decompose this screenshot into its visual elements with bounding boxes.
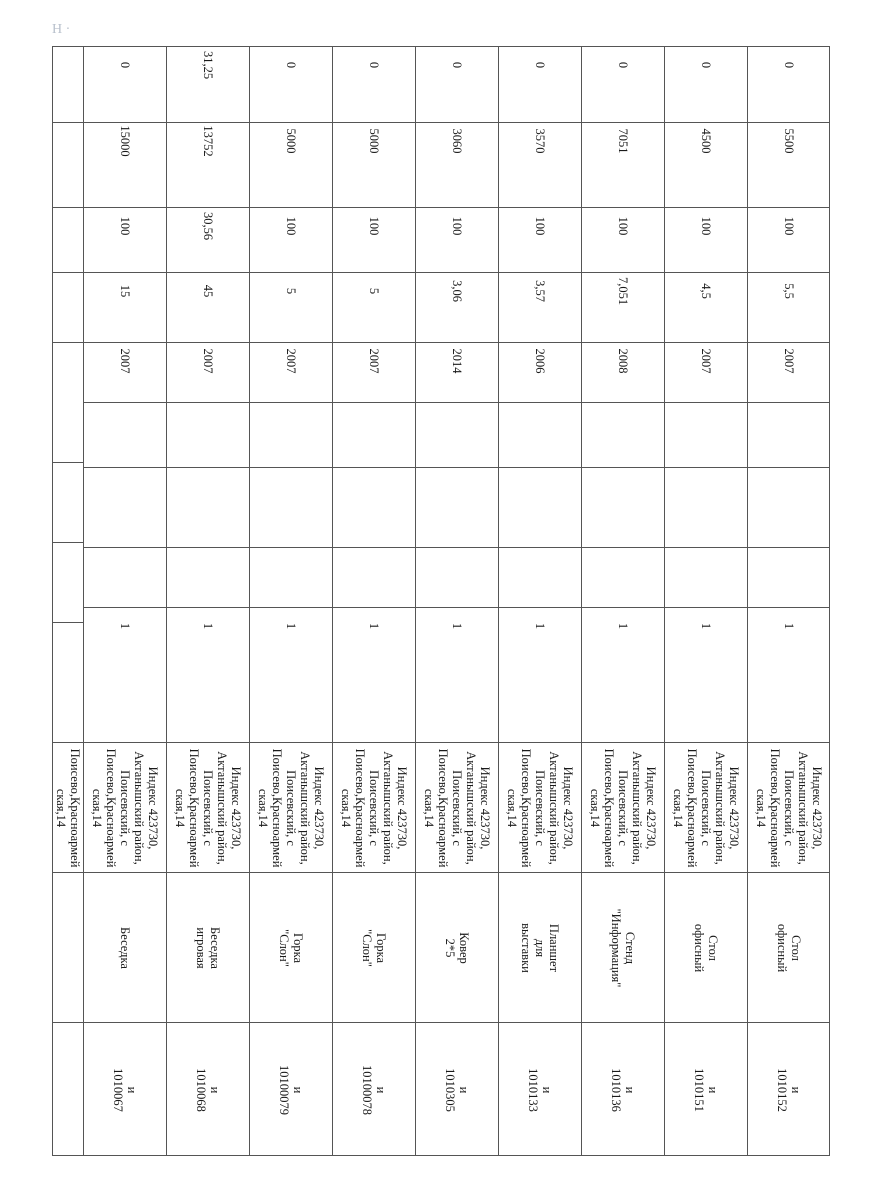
cell-code: [333, 1022, 415, 1157]
cell-empty: [250, 547, 332, 607]
cell-text: Горка "Слон": [360, 928, 388, 967]
cell-text: 1: [367, 622, 381, 630]
cell-text: 0: [367, 61, 381, 69]
table-row: [581, 47, 664, 1155]
cell-empty: [748, 547, 829, 607]
cell-text: Индекс 423730, Актанышский район, Поисевский, с Поисево,Красноармей ская,14: [671, 748, 741, 867]
cell-address: [167, 742, 249, 872]
cell-text: Стол офисный: [692, 923, 720, 972]
cell-name: [582, 872, 664, 1022]
cell-empty: [748, 467, 829, 547]
cell-b: [499, 207, 581, 272]
cell-text: Беседка: [118, 926, 132, 969]
cell-a: [250, 272, 332, 342]
cell-text: Стол офисный: [774, 923, 803, 972]
cell-cost: [416, 122, 498, 207]
cell-text: Индекс 423730, Актанышский район, Поисевский, с Поисево,Красноармей ская,14: [753, 748, 824, 867]
cell-address: [748, 742, 829, 872]
cell-text: 1: [118, 622, 132, 630]
cell-cost: [499, 122, 581, 207]
cell-year: [748, 342, 829, 402]
cell-code: [499, 1022, 581, 1157]
cell-rest: [416, 47, 498, 122]
cell-text: 100: [118, 216, 132, 236]
cell-rest: [665, 47, 747, 122]
header-fragment-row: [53, 47, 83, 1155]
cell-text: 0: [284, 61, 298, 69]
cell-code: [167, 1022, 249, 1157]
table-row: [664, 47, 747, 1155]
cell-empty: [84, 547, 166, 607]
table-row: [415, 47, 498, 1155]
cell-text: Индекс 423730, Актанышский район, Поисевский, с Поисево,Красноармей ская,14: [422, 748, 492, 867]
cell-text: и 1010151: [692, 1068, 720, 1112]
cell-year: [582, 342, 664, 402]
cell-year: [84, 342, 166, 402]
cell-rest: [84, 47, 166, 122]
cell-text: Беседка игровая: [194, 926, 222, 969]
cell-a: [333, 272, 415, 342]
cell-year: [416, 342, 498, 402]
cell-text: 45: [201, 284, 215, 298]
cell-qty: [665, 607, 747, 742]
cell-name: [333, 872, 415, 1022]
cell-empty: [416, 547, 498, 607]
cell-code: [84, 1022, 166, 1157]
cell-text: Индекс 423730, Актанышский район, Поисевский, с Поисево,Красноармей ская,14: [173, 748, 243, 867]
cell-a: [167, 272, 249, 342]
cell-text: 3,57: [533, 280, 547, 302]
cell-text: 15: [118, 284, 132, 298]
cell-text: 4500: [699, 128, 713, 154]
table-row: [166, 47, 249, 1155]
cell-text: 2007: [367, 348, 381, 374]
cell-rest: [748, 47, 829, 122]
cell-qty: [333, 607, 415, 742]
cell-text: 2006: [533, 348, 547, 374]
cell-text: 1: [533, 622, 547, 630]
cell-qty: [748, 607, 829, 742]
cell-text: и 10100078: [360, 1065, 388, 1115]
cell-name: [499, 872, 581, 1022]
cell-name: [167, 872, 249, 1022]
cell-text: 100: [533, 216, 547, 236]
cell-code: [250, 1022, 332, 1157]
cell-code: [416, 1022, 498, 1157]
cell-name: [665, 872, 747, 1022]
cell-cost: [582, 122, 664, 207]
cell-empty: [167, 547, 249, 607]
cell-cost: [333, 122, 415, 207]
cell-address: [499, 742, 581, 872]
cell-qty: [499, 607, 581, 742]
cell-cost: [250, 122, 332, 207]
cell-rest: [250, 47, 332, 122]
cell-text: 15000: [118, 125, 132, 157]
cell-text: Ковер 2*5: [443, 931, 471, 964]
cell-empty: [499, 402, 581, 467]
table-row: [498, 47, 581, 1155]
cell-year: [167, 342, 249, 402]
cell-empty: [499, 547, 581, 607]
cell-rest: [333, 47, 415, 122]
cell-text: 0: [533, 61, 547, 69]
cell-qty: [250, 607, 332, 742]
cell-text: и 1010067: [111, 1068, 139, 1112]
cell-qty: [582, 607, 664, 742]
cell-text: Индекс 423730, Актанышский район, Поисевский, с Поисево,Красноармей ская,14: [256, 748, 326, 867]
cell-rest: [499, 47, 581, 122]
cell-text: 2007: [781, 348, 796, 374]
cell-qty: [167, 607, 249, 742]
cell-empty: [748, 402, 829, 467]
cell-text: и 1010133: [526, 1068, 554, 1112]
cell-text: и 1010136: [609, 1068, 637, 1112]
cell-b: [748, 207, 829, 272]
cell-text: 100: [616, 216, 630, 236]
cell-year: [333, 342, 415, 402]
cell-cost: [748, 122, 829, 207]
cell-name: [250, 872, 332, 1022]
cell-empty: [84, 402, 166, 467]
cell-text: 100: [450, 216, 464, 236]
cell-text: 5: [367, 287, 381, 295]
cell-text: 5000: [367, 128, 381, 154]
cell-empty: [665, 402, 747, 467]
cell-empty: [665, 547, 747, 607]
cell-text: 2014: [450, 348, 464, 374]
table-row: [747, 47, 829, 1155]
cell-address: [665, 742, 747, 872]
cell-text: 1: [201, 622, 215, 630]
cell-empty: [167, 467, 249, 547]
cell-text: и 10100079: [277, 1065, 305, 1115]
cell-text: 0: [118, 61, 132, 69]
cell-text: 3,06: [450, 280, 464, 302]
cell-year: [499, 342, 581, 402]
cell-name: [416, 872, 498, 1022]
cell-text: 100: [367, 216, 381, 236]
cell-text: 4,5: [699, 283, 713, 299]
cell-text: 1: [781, 622, 796, 630]
cell-text: 0: [616, 61, 630, 69]
cell-empty: [333, 547, 415, 607]
cell-text: 3060: [450, 128, 464, 154]
cell-code: [748, 1022, 829, 1157]
cell-text: 2008: [616, 348, 630, 374]
cell-empty: [582, 547, 664, 607]
cell-text: и 1010152: [774, 1068, 803, 1112]
cell-address: [250, 742, 332, 872]
cell-qty: [416, 607, 498, 742]
cell-text: Горка "Слон": [277, 928, 305, 967]
cell-text: 7,051: [616, 276, 630, 306]
cell-text: 0: [699, 61, 713, 69]
cell-text: 100: [284, 216, 298, 236]
cell-text: Индекс 423730, Актанышский район, Поисевский, с Поисево,Красноармей ская,14: [339, 748, 409, 867]
cell-text: 7051: [616, 128, 630, 154]
cell-empty: [582, 467, 664, 547]
cell-text: 13752: [201, 125, 215, 157]
cell-name: [84, 872, 166, 1022]
cell-text: 1: [284, 622, 298, 630]
cell-text: 100: [699, 216, 713, 236]
cell-text: 30,56: [201, 211, 215, 241]
cell-cost: [84, 122, 166, 207]
cell-empty: [499, 467, 581, 547]
cell-year: [250, 342, 332, 402]
table-row: [332, 47, 415, 1155]
cell-a: [499, 272, 581, 342]
cell-b: [250, 207, 332, 272]
cell-a: [84, 272, 166, 342]
top-fragment-text: Поисево,Красноармей ская,14: [54, 748, 82, 867]
cell-text: 1: [616, 622, 630, 630]
cell-empty: [416, 402, 498, 467]
cell-empty: [665, 467, 747, 547]
cell-b: [582, 207, 664, 272]
cell-qty: [84, 607, 166, 742]
cell-cost: [665, 122, 747, 207]
cell-a: [748, 272, 829, 342]
cell-text: 5000: [284, 128, 298, 154]
top-fragment-cell: [53, 742, 83, 872]
cell-text: 2007: [118, 348, 132, 374]
scan-mark: Н ·: [52, 22, 71, 37]
cell-a: [665, 272, 747, 342]
cell-text: 5500: [781, 128, 796, 154]
cell-text: и 1010068: [194, 1068, 222, 1112]
cell-text: 5: [284, 287, 298, 295]
cell-a: [416, 272, 498, 342]
inventory-table: [52, 46, 830, 1156]
cell-year: [665, 342, 747, 402]
cell-name: [748, 872, 829, 1022]
cell-cost: [167, 122, 249, 207]
cell-empty: [333, 402, 415, 467]
cell-address: [84, 742, 166, 872]
cell-text: 5,5: [781, 283, 796, 299]
cell-rest: [167, 47, 249, 122]
cell-text: Стенд "Информация": [609, 908, 637, 987]
cell-empty: [333, 467, 415, 547]
cell-b: [333, 207, 415, 272]
cell-b: [665, 207, 747, 272]
cell-text: 2007: [284, 348, 298, 374]
cell-empty: [167, 402, 249, 467]
cell-text: 100: [781, 216, 796, 236]
cell-address: [582, 742, 664, 872]
cell-text: 1: [699, 622, 713, 630]
cell-text: Планшет для выставки: [519, 922, 561, 973]
cell-text: 0: [450, 61, 464, 69]
cell-text: Индекс 423730, Актанышский район, Поисевский, с Поисево,Красноармей ская,14: [588, 748, 658, 867]
cell-empty: [250, 402, 332, 467]
cell-text: Индекс 423730, Актанышский район, Поисевский, с Поисево,Красноармей ская,14: [505, 748, 575, 867]
cell-address: [416, 742, 498, 872]
cell-text: 2007: [699, 348, 713, 374]
table-row: [83, 47, 166, 1155]
cell-text: 1: [450, 622, 464, 630]
cell-text: Индекс 423730, Актанышский район, Поисевский, с Поисево,Красноармей ская,14: [90, 748, 160, 867]
cell-b: [416, 207, 498, 272]
cell-rest: [582, 47, 664, 122]
cell-a: [582, 272, 664, 342]
table-row: [249, 47, 332, 1155]
cell-address: [333, 742, 415, 872]
cell-code: [665, 1022, 747, 1157]
cell-empty: [416, 467, 498, 547]
cell-b: [167, 207, 249, 272]
cell-text: 31,25: [201, 50, 215, 80]
cell-text: 2007: [201, 348, 215, 374]
cell-text: и 1010305: [443, 1068, 471, 1112]
cell-text: 3570: [533, 128, 547, 154]
cell-empty: [84, 467, 166, 547]
cell-b: [84, 207, 166, 272]
cell-empty: [582, 402, 664, 467]
cell-code: [582, 1022, 664, 1157]
cell-text: 0: [781, 61, 796, 69]
cell-empty: [250, 467, 332, 547]
